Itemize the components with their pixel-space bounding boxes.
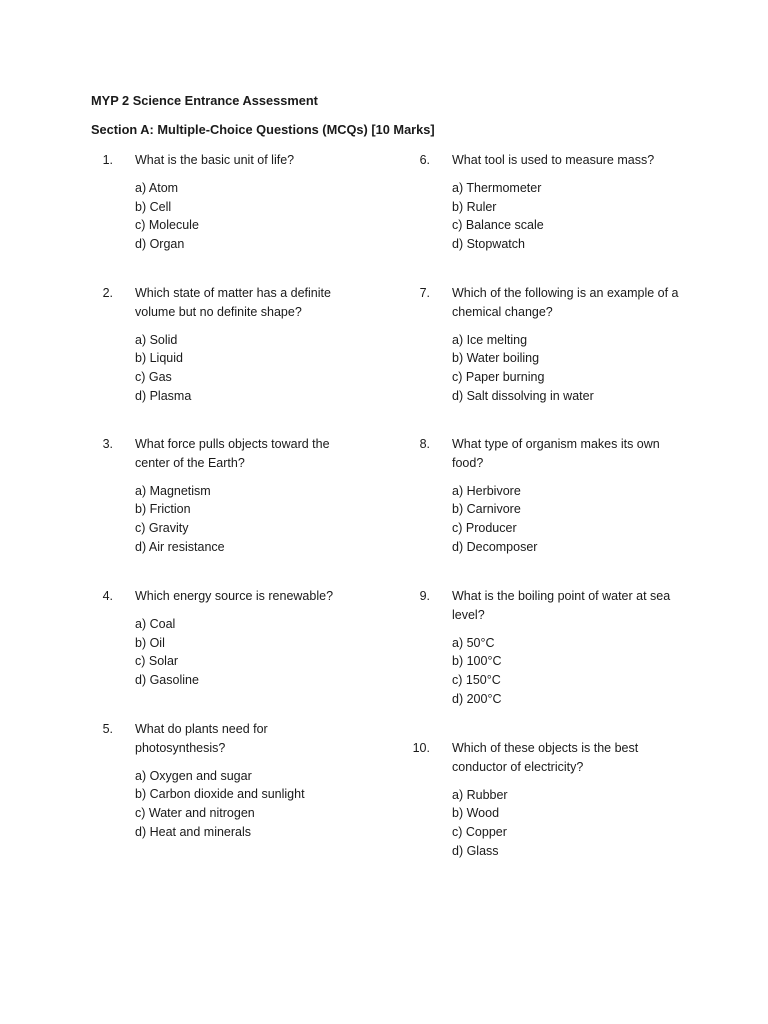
question-number: 3. <box>102 437 113 451</box>
answer-options <box>135 767 331 842</box>
question-number: 9. <box>419 589 430 603</box>
answer-option: c) Gravity <box>135 521 189 536</box>
answer-options <box>135 615 331 690</box>
question-number: 5. <box>102 722 113 736</box>
answer-options <box>135 331 331 406</box>
answer-option: b) Friction <box>135 502 191 517</box>
question-text: What do plants need for photosynthesis? <box>135 722 268 755</box>
answer-option: b) Ruler <box>452 199 497 214</box>
answer-option: b) Carnivore <box>452 502 521 517</box>
answer-options <box>452 786 648 861</box>
answer-options <box>452 179 648 254</box>
answer-option: b) Wood <box>452 806 500 821</box>
answer-option: a) Atom <box>135 180 179 195</box>
answer-option: d) Salt dissolving in water <box>452 388 594 403</box>
answer-option: a) Ice melting <box>452 332 528 347</box>
question-text: Which state of matter has a definite volume but no definite shape? <box>135 286 331 319</box>
question-6 <box>408 151 655 254</box>
answer-option: c) 150°C <box>452 673 501 688</box>
question-number: 4. <box>102 589 113 603</box>
question-text: Which energy source is renewable? <box>135 589 334 603</box>
answer-option: c) Balance scale <box>452 218 544 233</box>
question-text: What force pulls objects toward the center of the Earth? <box>135 437 330 470</box>
answer-option: a) Solid <box>135 332 178 347</box>
answer-option: a) Rubber <box>452 787 508 802</box>
answer-option: d) Stopwatch <box>452 237 525 252</box>
question-4 <box>91 587 334 690</box>
answer-option: c) Water and nitrogen <box>135 806 255 821</box>
answer-option: b) Liquid <box>135 351 183 366</box>
question-number: 1. <box>102 153 113 167</box>
answer-option: d) Gasoline <box>135 673 199 688</box>
answer-option: b) Water boiling <box>452 351 540 366</box>
answer-options <box>452 482 648 557</box>
question-2 <box>91 284 331 406</box>
answer-option: a) Coal <box>135 616 176 631</box>
answer-option: d) 200°C <box>452 691 502 706</box>
answer-option: d) Glass <box>452 843 499 858</box>
question-number: 8. <box>419 437 430 451</box>
question-text: What type of organism makes its own food? <box>452 437 660 470</box>
answer-option: d) Plasma <box>135 388 192 403</box>
question-10 <box>408 739 648 861</box>
answer-options <box>452 634 648 709</box>
answer-option: c) Copper <box>452 825 507 840</box>
answer-option: a) 50°C <box>452 635 495 650</box>
question-text: Which of the following is an example of a chemical change? <box>452 286 679 319</box>
document-title: MYP 2 Science Entrance Assessment <box>91 93 318 108</box>
answer-option: c) Solar <box>135 654 179 669</box>
question-7 <box>408 284 679 406</box>
answer-option: c) Gas <box>135 370 172 385</box>
answer-option: b) Carbon dioxide and sunlight <box>135 787 305 802</box>
answer-option: b) Cell <box>135 199 172 214</box>
answer-option: b) 100°C <box>452 654 502 669</box>
question-text: What tool is used to measure mass? <box>452 153 655 167</box>
question-number: 10. <box>412 741 430 755</box>
answer-option: d) Decomposer <box>452 539 538 554</box>
answer-option: c) Molecule <box>135 218 199 233</box>
answer-option: d) Air resistance <box>135 539 225 554</box>
question-1 <box>91 151 331 254</box>
answer-option: a) Herbivore <box>452 483 521 498</box>
question-9 <box>408 587 671 709</box>
question-8 <box>408 435 660 557</box>
question-text: Which of these objects is the best conductor of electricity? <box>452 741 639 774</box>
answer-option: d) Heat and minerals <box>135 824 252 839</box>
answer-options <box>135 179 331 254</box>
answer-option: b) Oil <box>135 635 165 650</box>
question-number: 7. <box>419 286 430 300</box>
answer-option: c) Paper burning <box>452 370 545 385</box>
answer-option: c) Producer <box>452 521 517 536</box>
section-title: Section A: Multiple-Choice Questions (MCQs) [10 Marks] <box>91 122 435 137</box>
question-5 <box>91 720 331 842</box>
answer-options <box>452 331 648 406</box>
question-number: 6. <box>419 153 430 167</box>
answer-options <box>135 482 331 557</box>
answer-option: a) Magnetism <box>135 483 211 498</box>
question-number: 2. <box>102 286 113 300</box>
answer-option: d) Organ <box>135 237 185 252</box>
answer-option: a) Thermometer <box>452 180 542 195</box>
question-3 <box>91 435 331 557</box>
question-text: What is the basic unit of life? <box>135 153 295 167</box>
question-text: What is the boiling point of water at sea level? <box>452 589 671 622</box>
answer-option: a) Oxygen and sugar <box>135 768 252 783</box>
